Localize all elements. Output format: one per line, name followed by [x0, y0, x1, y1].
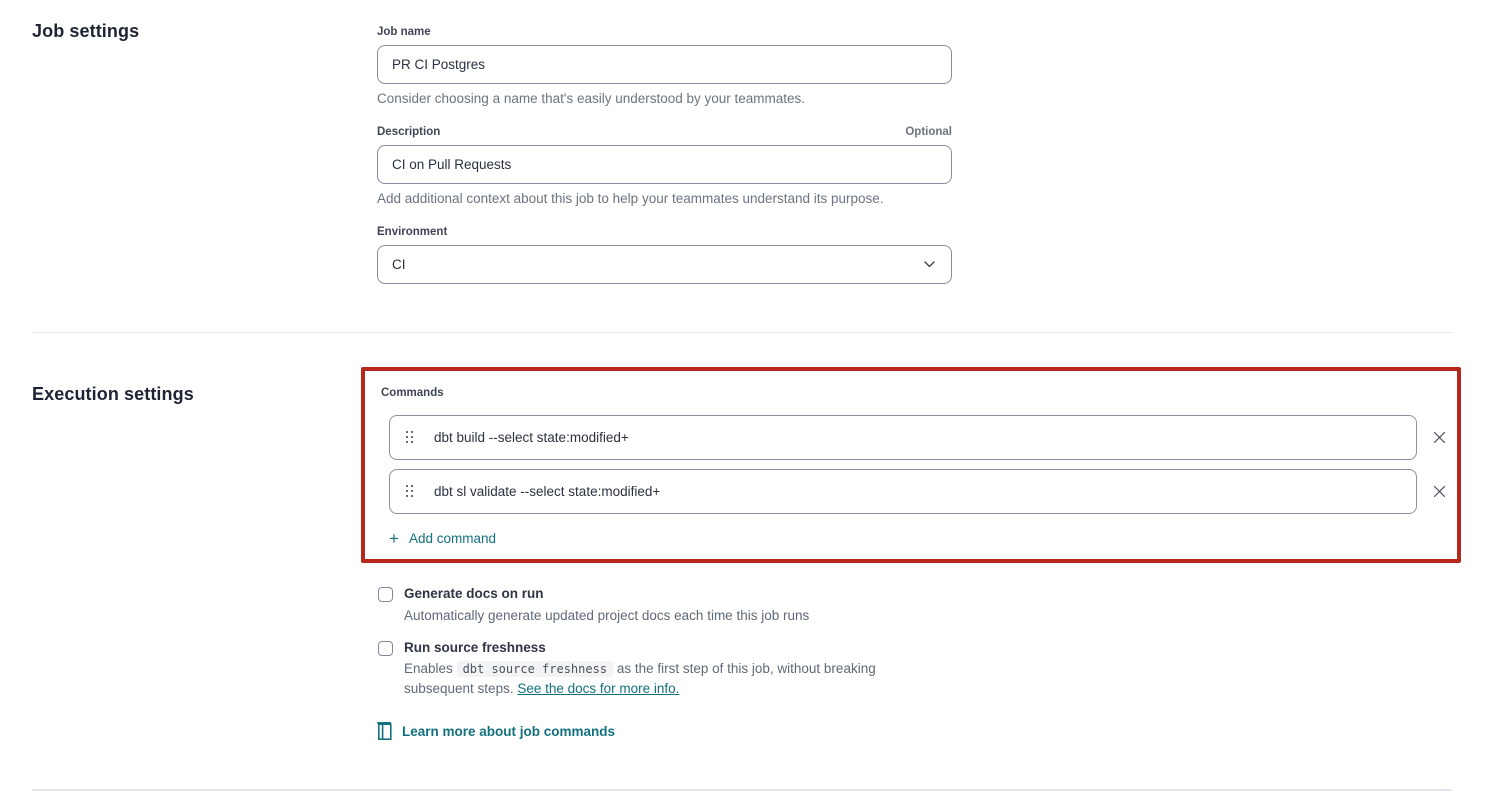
section-divider — [32, 332, 1452, 333]
run-source-freshness-label: Run source freshness — [404, 640, 546, 655]
description-label: Description — [377, 126, 441, 138]
description-optional-badge: Optional — [905, 126, 952, 138]
drag-handle-icon[interactable] — [406, 485, 414, 498]
drag-handle-icon[interactable] — [406, 431, 414, 444]
environment-label: Environment — [377, 226, 448, 238]
see-docs-link[interactable]: See the docs for more info. — [517, 681, 680, 696]
remove-command-button[interactable] — [1427, 479, 1451, 503]
run-source-freshness-description — [404, 659, 944, 699]
chevron-down-icon — [924, 261, 935, 268]
command-row — [389, 469, 1417, 514]
environment-selected-value: CI — [392, 257, 406, 272]
job-settings-heading: Job settings — [32, 21, 140, 41]
close-icon — [1433, 431, 1446, 444]
freshness-desc-prefix: Enables — [404, 661, 453, 676]
add-command-button[interactable] — [389, 530, 496, 547]
command-row — [389, 415, 1417, 460]
freshness-code-snippet: dbt source freshness — [457, 661, 614, 677]
freshness-desc-suffix: as the first step of this job, without breaking subsequent steps. — [404, 661, 876, 696]
commands-label: Commands — [381, 387, 444, 399]
execution-settings-heading: Execution settings — [32, 384, 194, 404]
add-command-label: Add command — [408, 531, 496, 546]
bottom-divider — [32, 789, 1452, 791]
description-helper: Add additional context about this job to help your teammates understand its purpose. — [377, 191, 884, 206]
remove-command-button[interactable] — [1427, 425, 1451, 449]
description-input[interactable] — [377, 145, 952, 184]
close-icon — [1433, 485, 1446, 498]
job-name-label: Job name — [377, 26, 431, 38]
job-name-helper: Consider choosing a name that's easily understood by your teammates. — [377, 91, 806, 106]
generate-docs-description: Automatically generate updated project docs each time this job runs — [404, 608, 810, 623]
environment-select[interactable] — [377, 245, 952, 284]
book-icon — [377, 722, 392, 740]
learn-more-label: Learn more about job commands — [402, 723, 616, 739]
commands-highlight-box — [361, 367, 1461, 563]
command-input[interactable]: dbt build --select state:modified+ — [434, 430, 629, 445]
run-source-freshness-checkbox[interactable] — [378, 641, 393, 656]
command-input[interactable]: dbt sl validate --select state:modified+ — [434, 484, 661, 499]
generate-docs-checkbox[interactable] — [378, 587, 393, 602]
plus-icon: + — [389, 529, 399, 548]
job-name-input[interactable] — [377, 45, 952, 84]
learn-more-button[interactable] — [377, 722, 615, 740]
generate-docs-label: Generate docs on run — [404, 586, 544, 601]
